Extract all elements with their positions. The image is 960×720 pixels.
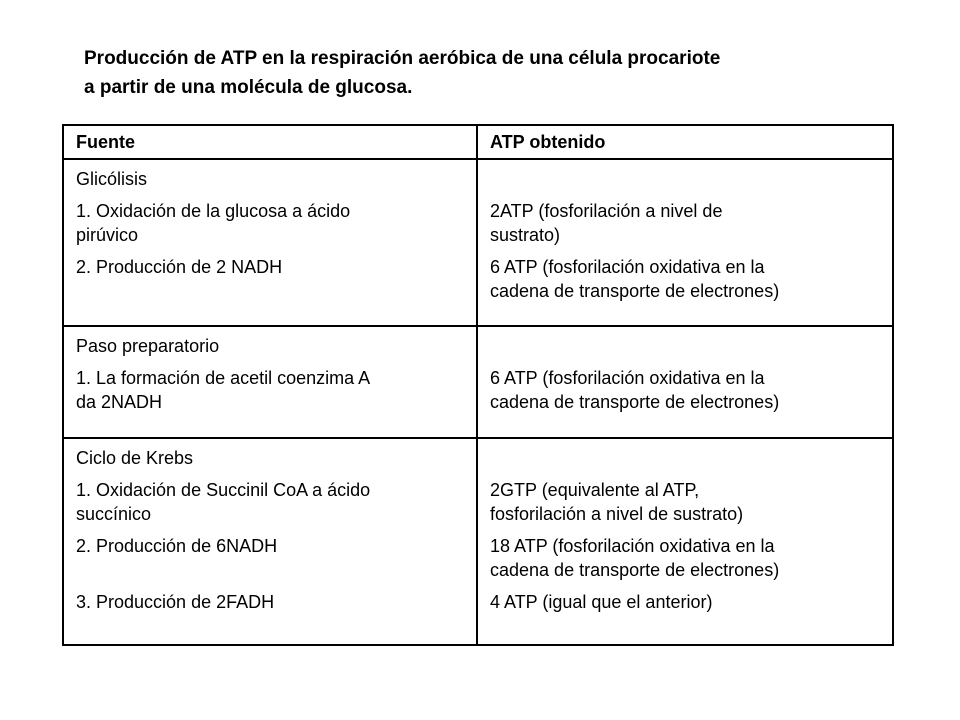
preparatory-step1-line1: 1. La formación de acetil coenzima A — [76, 368, 371, 388]
glycolysis-heading: Glicólisis — [76, 169, 148, 189]
krebs-atp1-line2: fosforilación a nivel de sustrato) — [490, 504, 744, 524]
krebs-atp2-line2: cadena de transporte de electrones) — [490, 560, 780, 580]
preparatory-atp-cell — [477, 326, 893, 438]
header-atp-obtained: ATP obtenido — [477, 125, 893, 159]
header-source: Fuente — [63, 125, 477, 159]
glycolysis-atp1-line2: sustrato) — [490, 225, 561, 245]
page-title-line-2: a partir de una molécula de glucosa. — [84, 77, 413, 98]
krebs-step1-line2: succínico — [76, 504, 152, 524]
krebs-step1-line1: 1. Oxidación de Succinil CoA a ácido — [76, 480, 371, 500]
table-header-row — [63, 125, 893, 159]
atp-production-table — [62, 124, 894, 646]
krebs-step3: 3. Producción de 2FADH — [76, 592, 275, 612]
krebs-step2: 2. Producción de 6NADH — [76, 536, 278, 556]
glycolysis-source-cell — [63, 159, 477, 326]
preparatory-step1-line2: da 2NADH — [76, 392, 163, 412]
glycolysis-atp2-line2: cadena de transporte de electrones) — [490, 281, 780, 301]
krebs-atp1-line1: 2GTP (equivalente al ATP, — [490, 480, 700, 500]
table-row-krebs — [63, 438, 893, 645]
glycolysis-step1-line1: 1. Oxidación de la glucosa a ácido — [76, 201, 351, 221]
preparatory-heading: Paso preparatorio — [76, 336, 220, 356]
page-title-line-1: Producción de ATP en la respiración aeróbica de una célula procariote — [84, 48, 721, 69]
krebs-source-cell — [63, 438, 477, 645]
glycolysis-atp1-line1: 2ATP (fosforilación a nivel de — [490, 201, 723, 221]
preparatory-atp1-line2: cadena de transporte de electrones) — [490, 392, 780, 412]
page-title — [84, 44, 904, 102]
table-row-glycolysis — [63, 159, 893, 326]
preparatory-source-cell — [63, 326, 477, 438]
krebs-atp2-line1: 18 ATP (fosforilación oxidativa en la — [490, 536, 775, 556]
glycolysis-step2: 2. Producción de 2 NADH — [76, 257, 283, 277]
krebs-atp-cell — [477, 438, 893, 645]
glycolysis-atp-cell — [477, 159, 893, 326]
preparatory-atp1-line1: 6 ATP (fosforilación oxidativa en la — [490, 368, 765, 388]
krebs-heading: Ciclo de Krebs — [76, 448, 194, 468]
glycolysis-step1-line2: pirúvico — [76, 225, 139, 245]
table-row-preparatory — [63, 326, 893, 438]
glycolysis-atp2-line1: 6 ATP (fosforilación oxidativa en la — [490, 257, 765, 277]
krebs-atp3: 4 ATP (igual que el anterior) — [490, 592, 713, 612]
